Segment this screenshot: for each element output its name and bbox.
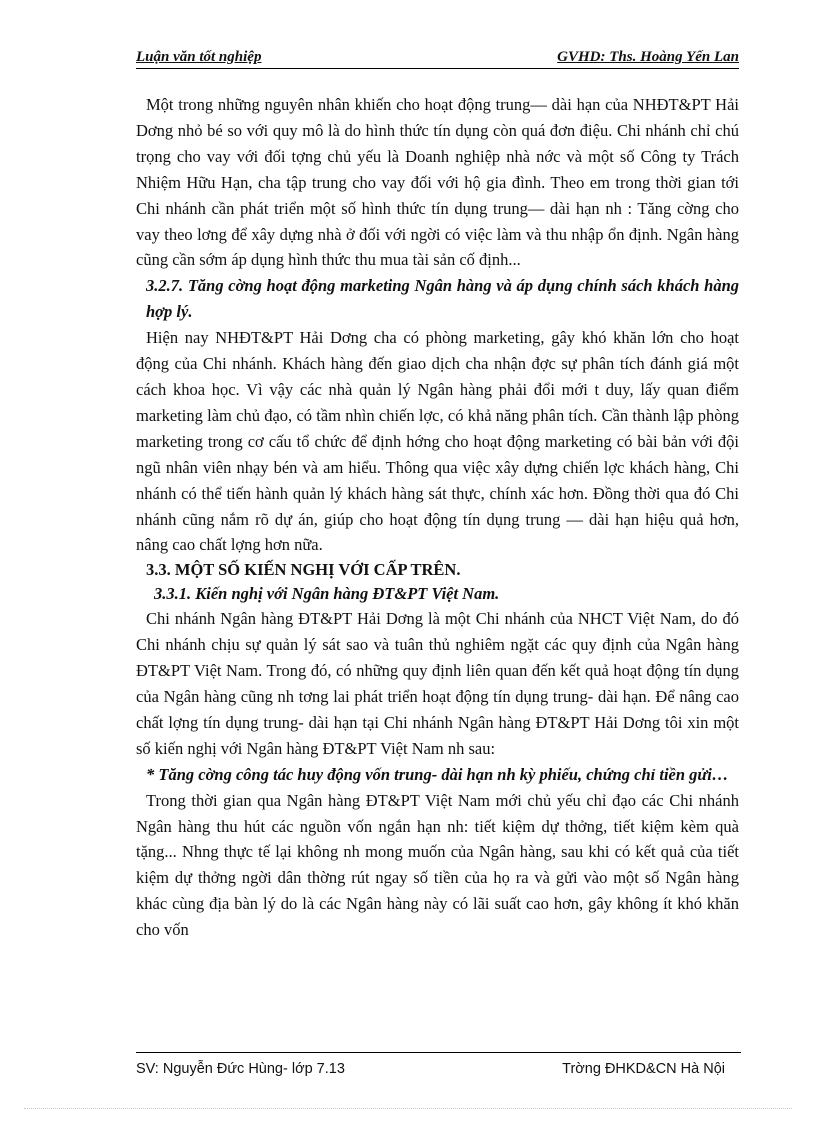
heading-3-2-7: 3.2.7. Tăng cờng hoạt động marketing Ngân hàng và áp dụng chính sách khách hàng hợp lý. xyxy=(146,276,739,322)
heading-3-3-1: 3.3.1. Kiến nghị với Ngân hàng ĐT&PT Việt Nam. xyxy=(154,584,500,604)
page-body xyxy=(136,92,739,943)
heading-capital-mobilization: * Tăng cờng công tác huy động vốn trung- dài hạn nh kỳ phiếu, chứng chỉ tiền gửi… xyxy=(146,764,729,784)
header-supervisor: GVHD: Ths. Hoàng Yến Lan xyxy=(557,49,739,65)
footer-school: Trờng ĐHKD&CN Hà Nội xyxy=(562,1061,725,1077)
paragraph-recommendations: Chi nhánh Ngân hàng ĐT&PT Hải Dơng là một Chi nhánh của NHCT Việt Nam, do đó Chi nhánh chịu sự quản lý sát sao và tuân thủ nghiêm ngặt các quy định của Ngân hàng ĐT&PT Việt Nam. Trong đó, có những quy định liên quan đến kết quả hoạt động tín dụng của Ngân hàng cũng nh tơng lai phát triển hoạt động tín dụng trung- dài hạn. Để nâng cao chất lợng tín dụng trung- dài hạn tại Chi nhánh Ngân hàng ĐT&PT Hải Dơng tôi xin một số kiến nghị với Ngân hàng ĐT&PT Việt Nam nh sau: xyxy=(136,609,739,758)
paragraph-savings: Trong thời gian qua Ngân hàng ĐT&PT Việt Nam mới chủ yếu chỉ đạo các Chi nhánh Ngân hàng thu hút các nguồn vốn ngắn hạn nh: tiết kiệm dự thởng, tiết kiệm kèm quà tặng... Nhng thực tế lại không nh mong muốn của Ngân hàng, sau khi có kết quả của tiết kiệm dự thởng ngời dân thờng rút ngay số tiền của họ ra và gửi vào một số Ngân hàng khác cùng địa bàn lý do là các Ngân hàng này có lãi suất cao hơn, gây không ít khó khăn cho vốn xyxy=(136,790,739,940)
footer-student: SV: Nguyễn Đức Hùng- lớp 7.13 xyxy=(136,1061,345,1077)
page-header xyxy=(136,48,739,69)
paragraph-marketing: Hiện nay NHĐT&PT Hải Dơng cha có phòng marketing, gây khó khăn lớn cho hoạt động của Chi nhánh. Khách hàng đến giao dịch cha nhận đợc sự phân tích đánh giá một cách khoa học. Vì vậy các nhà quản lý Ngân hàng phải đổi mới t duy, lấy quan điểm marketing làm chủ đạo, có tầm nhìn chiến lợc, có khả năng phân tích. Cần thành lập phòng marketing trong cơ cấu tổ chức để định hớng cho hoạt động marketing có bài bản với đội ngũ nhân viên nhạy bén và am hiểu. Thông qua việc xây dựng chiến lợc khách hàng, Chi nhánh có thể tiến hành quản lý khách hàng sát thực, chính xác hơn. Đồng thời qua đó Chi nhánh cũng nắm rõ dự án, giúp cho hoạt động tín dụng trung — dài hạn hiệu quả hơn, nâng cao chất lợng hơn nữa. xyxy=(136,328,739,555)
heading-3-3: 3.3. MỘT SỐ KIẾN NGHỊ VỚI CẤP TRÊN. xyxy=(146,560,461,580)
page-edge-divider xyxy=(24,1108,792,1109)
page-footer xyxy=(136,1052,741,1075)
paragraph-credit-forms: Một trong những nguyên nhân khiến cho hoạt động trung— dài hạn của NHĐT&PT Hải Dơng nhỏ bé so với quy mô là do hình thức tín dụng còn quá đơn điệu. Chi nhánh chỉ chú trọng cho vay với đối tợng chủ yếu là Doanh nghiệp nhà nớc và một số Công ty Trách Nhiệm Hữu Hạn, cha tập trung cho vay đối với hộ gia đình. Theo em trong thời gian tới Chi nhánh cần phát triển một số hình thức tín dụng trung— dài hạn nh : Tăng cờng cho vay theo lơng để xây dựng nhà ở đối với ngời có việc làm và thu nhập ổn định. Ngân hàng cũng cần sớm áp dụng hình thức thu mua tài sản cố định... xyxy=(136,95,739,270)
header-thesis-title: Luận văn tốt nghiệp xyxy=(136,49,262,65)
